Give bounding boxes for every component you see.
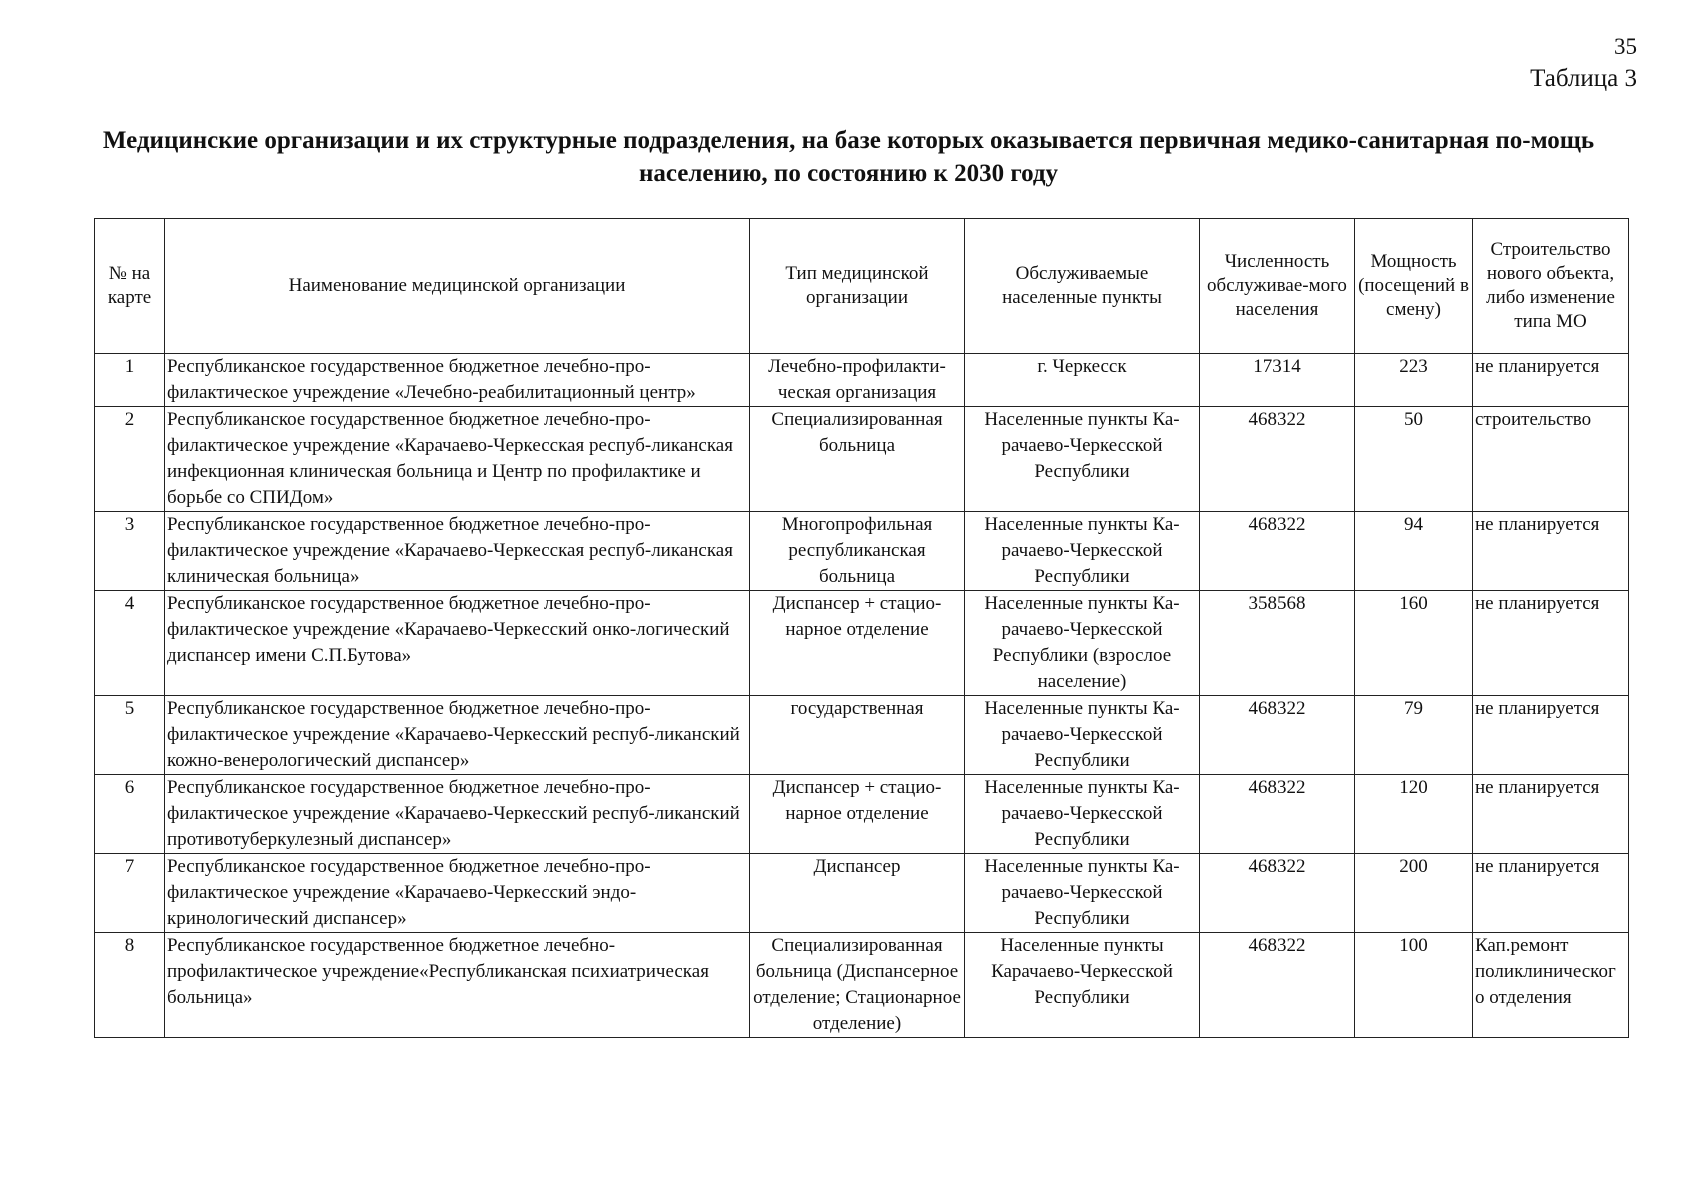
construction: не планируется [1473,591,1629,696]
capacity: 100 [1355,933,1473,1038]
capacity: 200 [1355,854,1473,933]
population: 468322 [1200,933,1355,1038]
capacity: 160 [1355,591,1473,696]
document-title: Медицинские организации и их структурные подразделения, на базе которых оказывается первичная медико-санитарная по-мощь населению, по состоянию к 2030 году [102,127,1595,187]
page-number: 35 [1614,34,1637,59]
row-number: 1 [95,354,165,407]
table-row [95,933,1629,1038]
row-number: 2 [95,407,165,512]
construction: не планируется [1473,854,1629,933]
population: 468322 [1200,775,1355,854]
served-localities: Населенные пункты Ка-рачаево-Черкесской Республики [965,775,1200,854]
population: 468322 [1200,407,1355,512]
capacity: 79 [1355,696,1473,775]
served-localities: Населенные пункты Ка-рачаево-Черкесской Республики (взрослое население) [965,591,1200,696]
capacity: 223 [1355,354,1473,407]
organization-name: Республиканское государственное бюджетное лечебно-про-филактическое учреждение «Лечебно-реабилитационный центр» [165,354,750,407]
organization-name: Республиканское государственное бюджетное лечебно-профилактическое учреждение«Республиканская психиатрическая больница» [165,933,750,1038]
table-row [95,512,1629,591]
row-number: 6 [95,775,165,854]
row-number: 5 [95,696,165,775]
organization-name: Республиканское государственное бюджетное лечебно-про-филактическое учреждение «Карачаево-Черкесский эндо-кринологический диспансер» [165,854,750,933]
population: 468322 [1200,696,1355,775]
header-construction: Строительство нового объекта, либо изменение типа МО [1473,219,1629,354]
organization-type: государственная [750,696,965,775]
table-row [95,696,1629,775]
row-number: 4 [95,591,165,696]
organization-type: Специализированная больница [750,407,965,512]
served-localities: Населенные пункты Ка-рачаево-Черкесской Республики [965,407,1200,512]
construction: Кап.ремонт поликлиническог о отделения [1473,933,1629,1038]
population: 358568 [1200,591,1355,696]
organization-type: Лечебно-профилакти-ческая организация [750,354,965,407]
table-row [95,775,1629,854]
organization-type: Многопрофильная республиканская больница [750,512,965,591]
header-organization-type: Тип медицинской организации [750,219,965,354]
served-localities: Населенные пункты Ка-рачаево-Черкесской Республики [965,854,1200,933]
construction: строительство [1473,407,1629,512]
served-localities: Населенные пункты Ка-рачаево-Черкесской Республики [965,512,1200,591]
row-number: 8 [95,933,165,1038]
capacity: 94 [1355,512,1473,591]
organization-type: Диспансер [750,854,965,933]
table-row [95,854,1629,933]
construction: не планируется [1473,354,1629,407]
population: 468322 [1200,854,1355,933]
organization-name: Республиканское государственное бюджетное лечебно-про-филактическое учреждение «Карачаево-Черкесская респуб-ликанская инфекционная клиническая больница и Центр по профилактике и борьбе со СПИДом» [165,407,750,512]
header-served-localities: Обслуживаемые населенные пункты [965,219,1200,354]
served-localities: Населенные пункты Карачаево-Черкесской Республики [965,933,1200,1038]
table-row [95,591,1629,696]
medical-organizations-table [94,218,1629,1038]
organization-type: Специализированная больница (Диспансерное отделение; Стационарное отделение) [750,933,965,1038]
capacity: 120 [1355,775,1473,854]
capacity: 50 [1355,407,1473,512]
header-population: Численность обслуживае-мого населения [1200,219,1355,354]
population: 468322 [1200,512,1355,591]
organization-name: Республиканское государственное бюджетное лечебно-про-филактическое учреждение «Карачаево-Черкесский респуб-ликанский противотуберкулезный диспансер» [165,775,750,854]
organization-name: Республиканское государственное бюджетное лечебно-про-филактическое учреждение «Карачаево-Черкесский респуб-ликанский кожно-венерологический диспансер» [165,696,750,775]
population: 17314 [1200,354,1355,407]
organization-name: Республиканское государственное бюджетное лечебно-про-филактическое учреждение «Карачаево-Черкесская респуб-ликанская клиническая больница» [165,512,750,591]
organization-type: Диспансер + стацио-нарное отделение [750,591,965,696]
row-number: 7 [95,854,165,933]
construction: не планируется [1473,775,1629,854]
header-map-number: № на карте [95,219,165,354]
table-row [95,407,1629,512]
construction: не планируется [1473,512,1629,591]
row-number: 3 [95,512,165,591]
construction: не планируется [1473,696,1629,775]
served-localities: г. Черкесск [965,354,1200,407]
header-organization-name: Наименование медицинской организации [165,219,750,354]
served-localities: Населенные пункты Ка-рачаево-Черкесской Республики [965,696,1200,775]
table-header-row [95,219,1629,354]
table-row [95,354,1629,407]
organization-name: Республиканское государственное бюджетное лечебно-про-филактическое учреждение «Карачаево-Черкесский онко-логический диспансер имени С.П.Бутова» [165,591,750,696]
header-capacity: Мощность (посещений в смену) [1355,219,1473,354]
organization-type: Диспансер + стацио-нарное отделение [750,775,965,854]
table-number: Таблица 3 [1530,65,1637,92]
